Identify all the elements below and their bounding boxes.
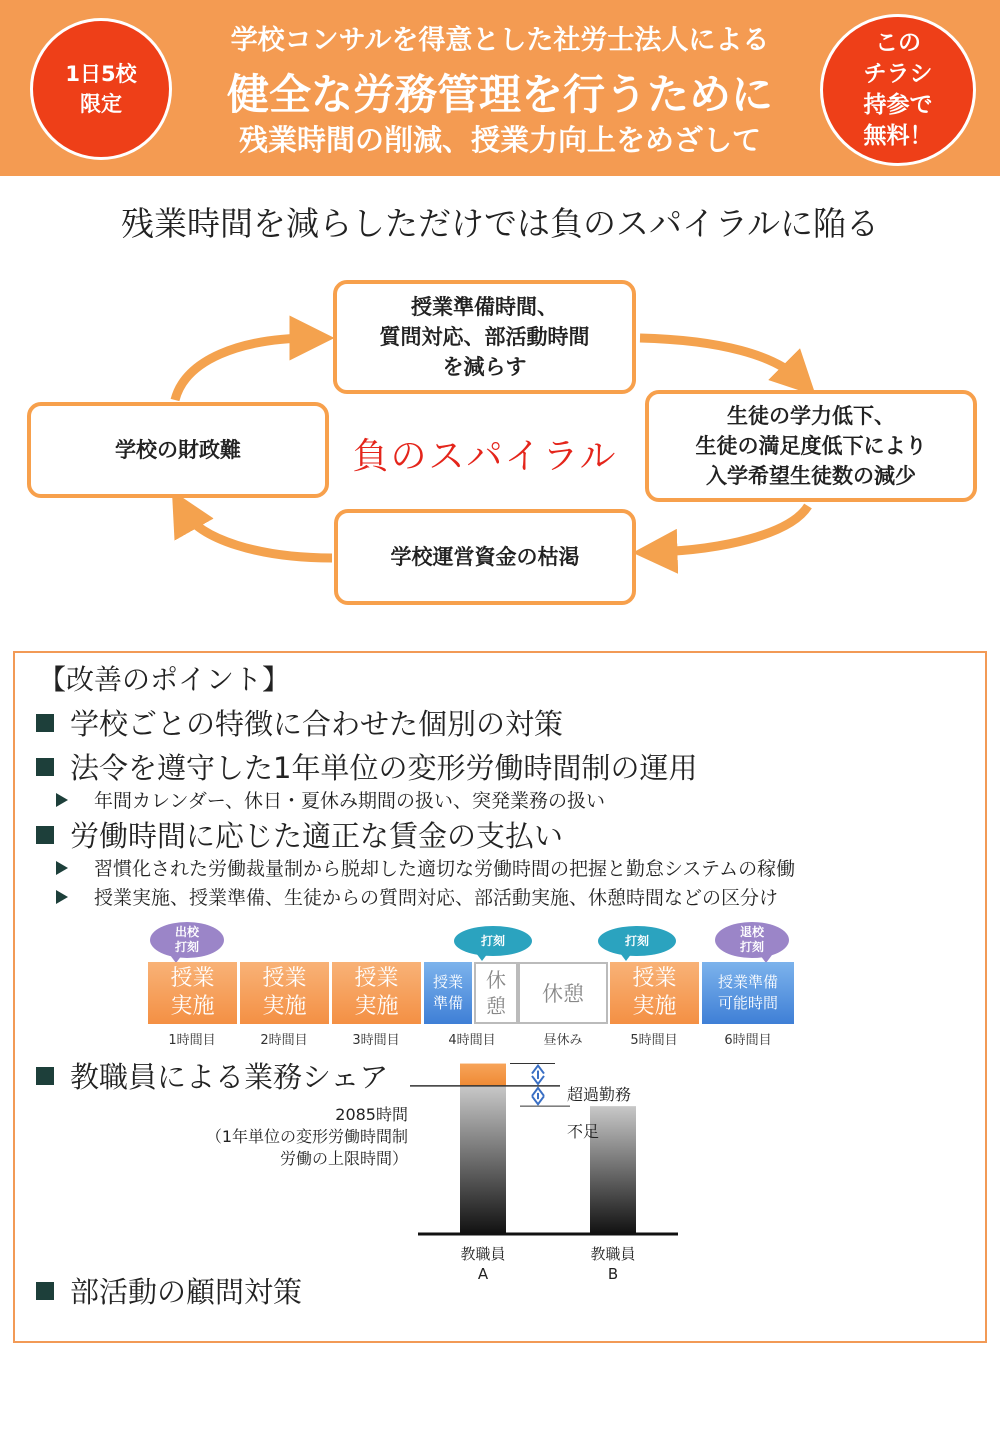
cycle-text: を減らす (442, 355, 527, 379)
bar-category-text: 教職員 A (460, 1245, 506, 1283)
limit-label: 労働の上限時間） (279, 1149, 408, 1168)
bullet-text: 教職員による業務シェア (70, 1060, 389, 1094)
bullet-item (36, 1055, 388, 1096)
shortage-label: 不足 (567, 1122, 600, 1141)
slot-text: 実施 (354, 994, 399, 1019)
period-label: 昼休み (543, 1033, 583, 1048)
square-bullet-icon (36, 758, 54, 776)
header-subtitle-2: 残業時間の削減、授業力向上をめざして (238, 123, 761, 157)
cycle-text: 生徒の満足度低下により (695, 434, 927, 458)
badge-right-line: 持参で (863, 92, 933, 118)
bubble-text: 打刻 (174, 940, 199, 954)
sub-text: 授業実施、授業準備、生徒からの質問対応、部活動実施、休憩時間などの区分け (94, 887, 779, 909)
overtime-label: 超過勤務 (567, 1085, 632, 1104)
triangle-bullet-icon (56, 793, 68, 807)
slot-class (240, 962, 329, 1024)
bullet-item (36, 746, 697, 787)
slot-text: 実施 (632, 994, 677, 1019)
period-label: 5時間目 (630, 1033, 678, 1048)
square-bullet-icon (36, 1067, 54, 1085)
cycle-box-right (645, 390, 977, 502)
free-badge (820, 14, 976, 166)
bubble-text: 打刻 (739, 940, 764, 954)
bullet-item (36, 814, 563, 855)
bullet-text: 労働時間に応じた適正な賃金の支払い (70, 819, 564, 853)
cycle-text: 質問対応、部活動時間 (379, 325, 590, 349)
sub-item (56, 883, 778, 910)
triangle-bullet-icon (56, 861, 68, 875)
cycle-text: 学校の財政難 (115, 438, 241, 462)
cycle-box-bottom (334, 509, 636, 605)
period-label: 1時間目 (168, 1033, 216, 1048)
slot-text: 準備 (432, 994, 463, 1012)
sub-item (56, 786, 605, 813)
bullet-text: 部活動の顧問対策 (70, 1275, 303, 1309)
overtime-segment (460, 1064, 506, 1086)
arrow-left-to-top (175, 338, 312, 400)
limited-badge (30, 18, 172, 160)
bubble-text: 退校 (739, 925, 764, 939)
bubble-text: 打刻 (624, 933, 649, 948)
slot-text: 授業 (262, 966, 307, 991)
bar-0 (460, 1086, 506, 1234)
slot-class (148, 962, 237, 1024)
header-subtitle: 学校コンサルを得意とした社労士法人による (230, 25, 770, 56)
stamp-bubble (454, 926, 532, 956)
arrow-right-to-bottom (655, 506, 808, 552)
arrow-bottom-to-left (183, 510, 332, 558)
clock-out-bubble (715, 922, 789, 958)
slot-text: 休 (486, 968, 506, 992)
slot-text: 授業 (170, 966, 215, 991)
square-bullet-icon (36, 826, 54, 844)
header-title: 健全な労務管理を行うために (226, 70, 773, 119)
slot-text: 授業 (354, 966, 399, 991)
slot-text: 授業 (632, 966, 677, 991)
period-label: 6時間目 (724, 1033, 772, 1048)
limit-label: （1年単位の変形労働時間制 (205, 1127, 408, 1146)
period-label: 3時間目 (352, 1033, 400, 1048)
bar-category-label (443, 1244, 523, 1284)
slot-text: 可能時間 (717, 994, 778, 1012)
spiral-center-label: 負のスパイラル (352, 436, 618, 477)
square-bullet-icon (36, 714, 54, 732)
cycle-box-top (333, 280, 636, 394)
slot-text: 実施 (262, 994, 307, 1019)
sub-text: 習慣化された労働裁量制から脱却した適切な労働時間の把握と勤怠システムの稼働 (94, 858, 796, 880)
cycle-text: 入学希望生徒数の減少 (706, 464, 916, 488)
slot-lunch-break (518, 962, 608, 1024)
header-banner (0, 0, 1000, 176)
spiral-heading: 残業時間を減らしただけでは負のスパイラルに陥る (120, 204, 879, 243)
bullet-item (36, 1270, 302, 1311)
slot-prep (702, 962, 794, 1024)
arrow-top-to-right (640, 338, 800, 380)
sub-text: 年間カレンダー、休日・夏休み期間の扱い、突発業務の扱い (94, 790, 606, 812)
bullet-text: 学校ごとの特徴に合わせた個別の対策 (70, 707, 564, 741)
slot-break (474, 962, 518, 1024)
slot-text: 授業 (432, 973, 463, 991)
bar-category-text: 教職員 B (590, 1245, 636, 1283)
slot-text: 授業準備 (717, 973, 778, 991)
square-bullet-icon (36, 1282, 54, 1300)
slot-text: 休憩 (542, 982, 584, 1006)
cycle-box-left (27, 402, 329, 498)
slot-class (610, 962, 699, 1024)
workload-bar-chart (410, 1060, 680, 1240)
bullet-item (36, 702, 563, 743)
badge-left-line: 限定 (79, 92, 122, 116)
slot-prep (424, 962, 472, 1024)
slot-text: 実施 (170, 994, 215, 1019)
period-label: 2時間目 (260, 1033, 308, 1048)
cycle-text: 授業準備時間、 (411, 295, 558, 319)
cycle-text: 学校運営資金の枯渇 (390, 545, 580, 569)
badge-right-line: 無料！ (863, 123, 933, 149)
stamp-bubble (598, 926, 676, 956)
slot-text: 憩 (486, 994, 506, 1018)
sub-item (56, 854, 795, 881)
badge-right-line: チラシ (863, 61, 933, 87)
badge-left-line: 1日5校 (65, 62, 137, 86)
cycle-text: 生徒の学力低下、 (727, 404, 895, 428)
points-title: 【改善のポイント】 (38, 663, 291, 696)
period-label: 4時間目 (448, 1033, 496, 1048)
bullet-text: 法令を遵守した1年単位の変形労働時間制の運用 (70, 751, 698, 785)
bubble-tail (476, 953, 488, 961)
bar-category-label (573, 1244, 653, 1284)
bubble-tail (620, 953, 632, 961)
bubble-text: 打刻 (480, 933, 505, 948)
bubble-text: 出校 (174, 925, 199, 939)
badge-right-line: この (875, 30, 921, 56)
triangle-bullet-icon (56, 890, 68, 904)
slot-class (332, 962, 421, 1024)
clock-in-bubble (150, 922, 224, 958)
limit-label: 2085時間 (335, 1105, 408, 1124)
